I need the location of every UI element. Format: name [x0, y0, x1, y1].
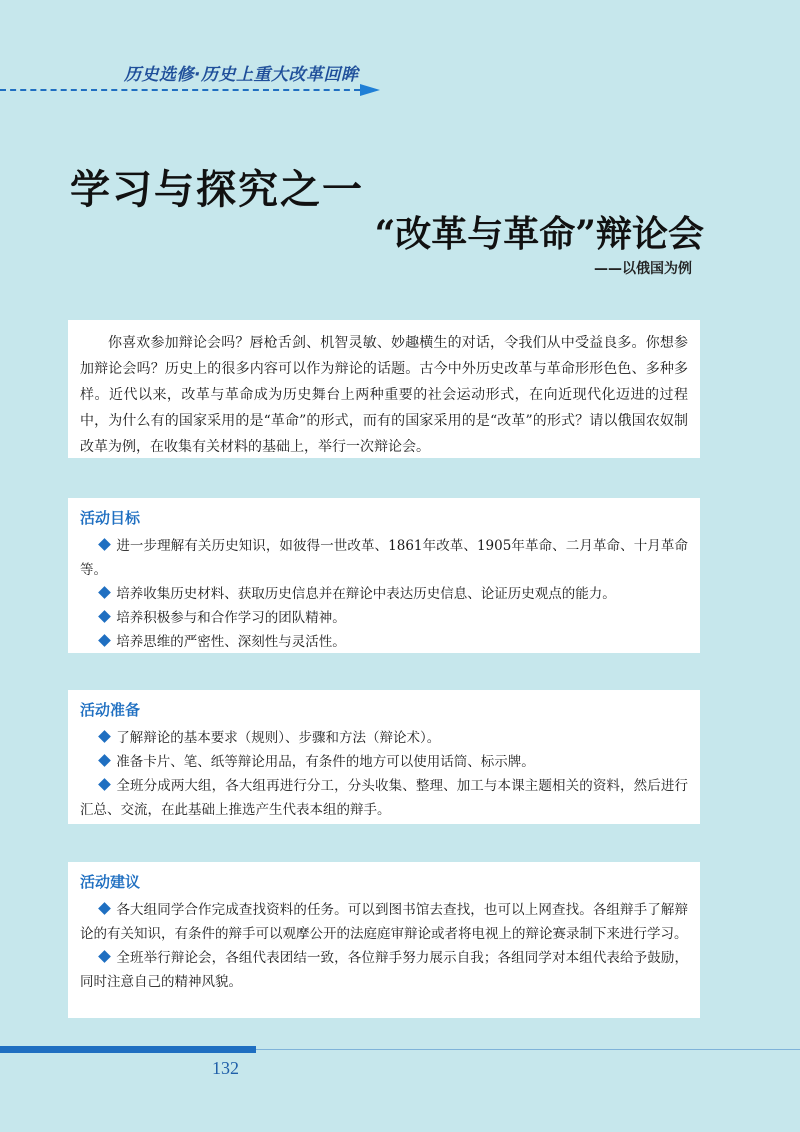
section-suggestions [68, 862, 700, 1018]
diamond-bullet-icon [98, 634, 111, 647]
section-preparation [68, 690, 700, 824]
intro-text: 你喜欢参加辩论会吗？唇枪舌剑、机智灵敏、妙趣横生的对话，令我们从中受益良多。你想参加辩论会吗？历史上的很多内容可以作为辩论的话题。古今中外历史改革与革命形形色色、多种多样。近代以来，改革与革命成为历史舞台上两种重要的社会运动形式，在向近现代化迈进的过程中，为什么有的国家采用的是“革命”的形式，而有的国家采用的是“改革”的形式？请以俄国农奴制改革为例，在收集有关材料的基础上，举行一次辩论会。 [80, 335, 688, 455]
page-subtitle: “改革与革命”辩论会 [374, 213, 704, 255]
page-number: 132 [212, 1058, 239, 1078]
subtitle-byline: ——以俄国为例 [594, 261, 692, 277]
diamond-bullet-icon [98, 586, 111, 599]
diamond-bullet-icon [98, 538, 111, 551]
header-dashed-line [0, 89, 360, 91]
intro-panel [68, 320, 700, 458]
list-item: 培养收集历史材料、获取历史信息并在辩论中表达历史信息、论证历史观点的能力。 [80, 582, 688, 606]
footer-line [256, 1049, 800, 1050]
list-item: 全班举行辩论会，各组代表团结一致，各位辩手努力展示自我；各组同学对本组代表给予鼓励，同时注意自己的精神风貌。 [80, 950, 688, 990]
diamond-bullet-icon [98, 902, 111, 915]
section-goals [68, 498, 700, 653]
section-heading: 活动准备 [80, 701, 141, 719]
book-title: 历史选修·历史上重大改革回眸 [124, 65, 359, 85]
page-title: 学习与探究之一 [70, 166, 364, 213]
list-item: 培养积极参与和合作学习的团队精神。 [80, 606, 688, 630]
section-heading: 活动建议 [80, 873, 141, 891]
section-heading: 活动目标 [80, 509, 141, 527]
list-item: 各大组同学合作完成查找资料的任务。可以到图书馆去查找，也可以上网查找。各组辩手了解辩论的有关知识，有条件的辩手可以观摩公开的法庭庭审辩论或者将电视上的辩论赛录制下来进行学习。 [80, 902, 688, 942]
list-item: 培养思维的严密性、深刻性与灵活性。 [80, 630, 688, 654]
list-item: 全班分成两大组，各大组再进行分工，分头收集、整理、加工与本课主题相关的资料，然后进行汇总、交流，在此基础上推选产生代表本组的辩手。 [80, 778, 688, 818]
diamond-bullet-icon [98, 950, 111, 963]
diamond-bullet-icon [98, 754, 111, 767]
footer-bar [0, 1046, 256, 1053]
list-item: 进一步理解有关历史知识，如彼得一世改革、1861年改革、1905年革命、二月革命、十月革命等。 [80, 538, 688, 578]
diamond-bullet-icon [98, 610, 111, 623]
arrow-right-icon [360, 84, 380, 96]
list-item: 了解辩论的基本要求（规则）、步骤和方法（辩论术）。 [80, 726, 688, 750]
list-item: 准备卡片、笔、纸等辩论用品，有条件的地方可以使用话筒、标示牌。 [80, 750, 688, 774]
diamond-bullet-icon [98, 778, 111, 791]
diamond-bullet-icon [98, 730, 111, 743]
